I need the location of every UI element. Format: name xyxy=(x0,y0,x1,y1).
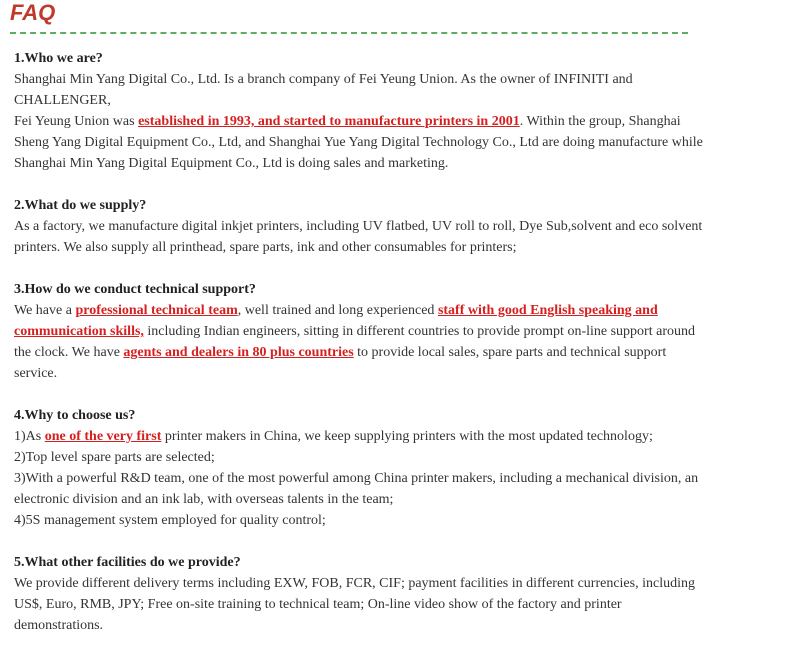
answer-line: 1)As xyxy=(14,429,45,444)
answer-line: . Within the group, Shanghai Sheng Yang Digital Equipment Co., Ltd, and Shanghai Yue Yang Digital Technology Co., Ltd are doing manufacture while Shanghai Min Yang Digital Equipment Co., Ltd is doing sales and marketing. xyxy=(14,114,703,171)
answer-line: printer makers in China, we keep supplying printers with the most updated technology; xyxy=(161,429,653,444)
answer-line: We have a xyxy=(14,303,76,318)
dashed-divider xyxy=(10,32,688,34)
answer-text xyxy=(14,426,704,531)
answer-text xyxy=(14,300,704,384)
answer-line: Shanghai Min Yang Digital Co., Ltd. Is a branch company of Fei Yeung Union. As the owner of INFINITI and CHALLENGER, xyxy=(14,72,633,108)
highlight-link[interactable]: established in 1993, and started to manufacture printers in 2001 xyxy=(138,114,520,129)
question-heading: 5.What other facilities do we provide? xyxy=(14,555,241,570)
answer-line: Fei Yeung Union was xyxy=(14,114,139,129)
question-heading: 3.How do we conduct technical support? xyxy=(14,282,256,297)
question-heading: 2.What do we supply? xyxy=(14,198,147,213)
answer-line: 2)Top level spare parts are selected; xyxy=(14,450,215,465)
answer-text: We provide different delivery terms including EXW, FOB, FCR, CIF; payment facilities in different currencies, including US$, Euro, RMB, JPY; Free on-site training to technical team; On-line video show of the factory and printer demonstrations. xyxy=(14,576,695,633)
answer-line: , well trained and long experienced xyxy=(237,303,438,318)
highlight-link[interactable]: professional technical team xyxy=(75,303,238,318)
highlight-link[interactable]: one of the very first xyxy=(44,429,162,444)
faq-content xyxy=(14,48,704,657)
question-heading: 4.Why to choose us? xyxy=(14,408,136,423)
answer-line: to provide local sales, spare parts and technical support service. xyxy=(14,345,667,381)
faq-section-supply xyxy=(14,195,704,258)
answer-line: 3)With a powerful R&D team, one of the most powerful among China printer makers, including a mechanical division, an electronic division and an ink lab, with overseas talents in the team; xyxy=(14,471,699,507)
highlight-link[interactable]: agents and dealers in 80 plus countries xyxy=(123,345,354,360)
faq-section-facilities xyxy=(14,552,704,636)
question-heading: 1.Who we are? xyxy=(14,51,103,66)
answer-line: 4)5S management system employed for quality control; xyxy=(14,513,326,528)
faq-section-who xyxy=(14,48,704,174)
page-title: FAQ xyxy=(10,0,56,25)
faq-section-support xyxy=(14,279,704,384)
highlight-link[interactable]: staff with good English speaking and communication skills, xyxy=(14,303,658,339)
answer-text: As a factory, we manufacture digital inkjet printers, including UV flatbed, UV roll to roll, Dye Sub,solvent and eco solvent printers. We also supply all printhead, spare parts, ink and other consumables for printers; xyxy=(14,219,703,255)
answer-text xyxy=(14,69,704,174)
faq-section-why xyxy=(14,405,704,531)
answer-line: including Indian engineers, sitting in different countries to provide prompt on-line support around the clock. We have xyxy=(14,324,695,360)
